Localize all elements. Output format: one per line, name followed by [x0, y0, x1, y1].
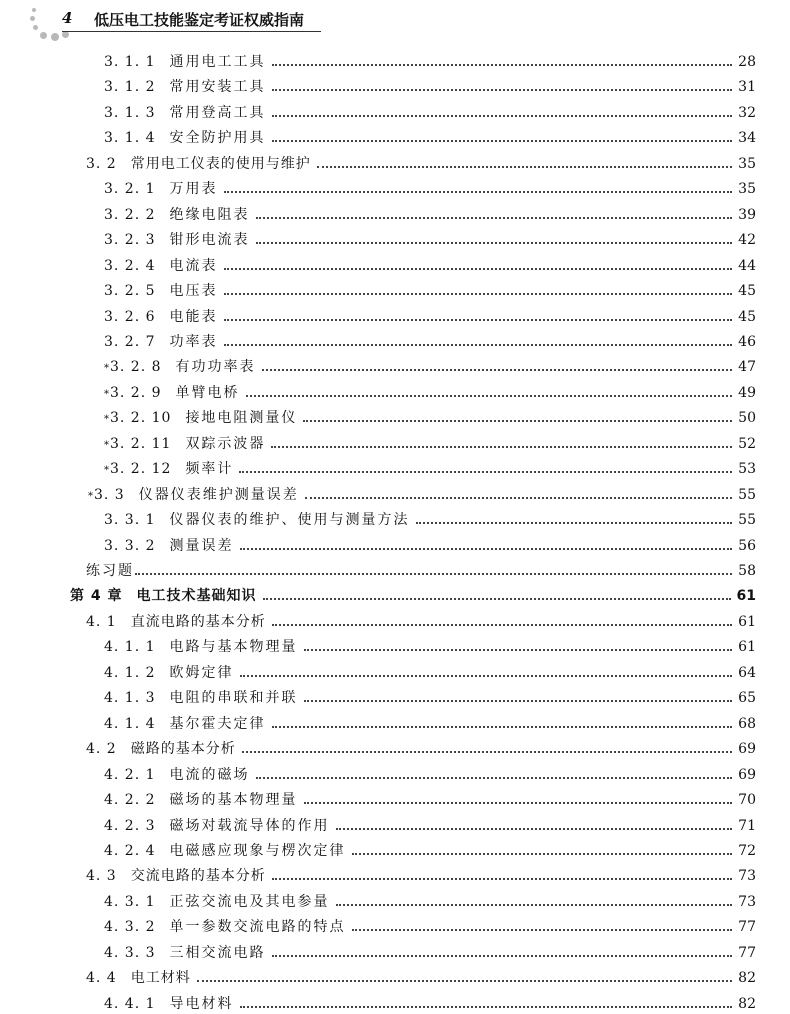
toc-page-number: 68	[738, 715, 756, 732]
optional-star-mark: *	[104, 465, 109, 477]
toc-page-number: 69	[738, 741, 756, 758]
page-header	[0, 0, 790, 40]
dot-leader	[135, 573, 732, 575]
toc-entry-number: 4. 1. 3	[104, 690, 156, 707]
toc-entry-number: 3. 3	[94, 486, 125, 503]
header-rule	[62, 31, 321, 32]
toc-entry-number: 4. 3. 2	[104, 919, 156, 936]
toc-entry-title: 通用电工工具	[169, 54, 266, 70]
toc-section-row[interactable]	[86, 612, 756, 632]
toc-entry-number: 3. 2. 1	[104, 181, 156, 198]
dot-leader	[352, 853, 733, 855]
toc-page-number: 44	[738, 257, 756, 274]
toc-page-number: 55	[738, 512, 756, 529]
toc-subsection-row[interactable]	[104, 637, 756, 657]
toc-entry-number: 4. 1. 1	[104, 639, 156, 656]
toc-entry-number: 4. 3. 3	[104, 944, 156, 961]
dot-leader	[336, 904, 733, 906]
dot-leader	[246, 395, 733, 397]
toc-entry-title: 常用电工仪表的使用与维护	[130, 155, 311, 172]
dot-leader	[197, 980, 732, 982]
toc-page-number: 82	[738, 995, 756, 1012]
toc-entry-number: 3. 2. 10	[110, 410, 172, 427]
toc-entry-number: 4. 1. 4	[104, 715, 156, 732]
toc-entry-title: 常用登高工具	[169, 104, 266, 121]
dot-leader	[272, 140, 733, 142]
toc-entry-title: 欧姆定律	[169, 664, 234, 681]
toc-entry-title: 导电材料	[169, 995, 234, 1012]
toc-entry-number: 3. 2	[86, 155, 117, 172]
toc-entry-title: 单臂电桥	[175, 384, 240, 401]
toc-page-number: 45	[738, 308, 756, 325]
dot-leader	[263, 598, 731, 600]
dot-leader	[416, 522, 733, 524]
toc-page-number: 39	[738, 206, 756, 223]
toc-entry-number: 3. 2. 6	[104, 308, 156, 325]
toc-entry-number: 第 4 章	[70, 588, 123, 605]
toc-entry-title: 三相交流电路	[169, 944, 266, 961]
optional-star-mark: *	[104, 388, 109, 400]
toc-entry-title: 练习题	[86, 563, 134, 579]
dot-leader	[317, 166, 732, 168]
toc-subsection-row[interactable]	[104, 332, 756, 352]
toc-page-number: 35	[738, 155, 756, 172]
dot-leader	[271, 446, 732, 448]
toc-entry-title: 绝缘电阻表	[169, 206, 250, 223]
toc-entry-number: 4. 1. 2	[104, 664, 156, 681]
toc-page-number: 61	[738, 639, 756, 656]
toc-entry-title: 电工材料	[130, 970, 191, 987]
toc-entry-number: 4. 2. 1	[104, 766, 156, 783]
book-title: 低压电工技能鉴定考证权威指南	[94, 11, 305, 29]
toc-entry-number: 4. 2. 2	[104, 792, 156, 809]
toc-page-number: 53	[738, 461, 756, 478]
toc-entry-title: 钳形电流表	[169, 232, 250, 249]
toc-subsection-row[interactable]	[104, 892, 756, 912]
dot-leader	[240, 675, 733, 677]
toc-entry-number: 4. 4	[86, 970, 117, 987]
toc-subsection-row[interactable]	[104, 256, 756, 276]
dot-leader	[272, 878, 732, 880]
toc-subsection-row[interactable]	[104, 688, 756, 708]
toc-entry-title: 电压表	[169, 283, 218, 300]
optional-star-mark: *	[104, 414, 109, 426]
toc-page-number: 56	[738, 537, 756, 554]
toc-entry-number: 3. 2. 5	[104, 283, 156, 300]
toc-page-number: 77	[738, 944, 756, 961]
toc-page-number: 46	[738, 333, 756, 350]
toc-subsection-row[interactable]	[104, 714, 756, 734]
toc-page-number: 70	[738, 792, 756, 809]
toc-page-number: 61	[738, 613, 756, 630]
toc-chapter-row[interactable]	[70, 586, 756, 606]
toc-entry-number: 4. 1	[86, 613, 117, 630]
toc-entry-number: 3. 2. 3	[104, 232, 156, 249]
toc-entry-title: 仪器仪表维护测量误差	[138, 486, 299, 503]
toc-subsection-row[interactable]	[104, 510, 756, 530]
toc-section-row[interactable]	[86, 866, 756, 886]
toc-page-number: 45	[738, 283, 756, 300]
toc-entry-number: 3. 1. 1	[104, 54, 156, 70]
toc-entry-number: 3. 1. 4	[104, 130, 156, 147]
toc-subsection-row[interactable]	[104, 841, 756, 861]
toc-entry-title: 正弦交流电及其电参量	[169, 893, 330, 910]
toc-entry-title: 仪器仪表的维护、使用与测量方法	[169, 512, 410, 529]
dot-leader	[239, 471, 732, 473]
dot-leader	[272, 64, 733, 66]
toc-page-number: 28	[738, 54, 756, 70]
toc-subsection-row[interactable]	[104, 77, 756, 97]
toc-entry-title: 双踪示波器	[185, 435, 266, 452]
toc-page-number: 34	[738, 130, 756, 147]
toc-page-number: 77	[738, 919, 756, 936]
dot-leader	[224, 191, 733, 193]
toc-entry-number: 4. 2. 3	[104, 817, 156, 834]
dot-leader	[304, 700, 733, 702]
toc-entry-number: 3. 2. 2	[104, 206, 156, 223]
toc-entry-title: 交流电路的基本分析	[130, 868, 266, 885]
toc-subsection-row[interactable]	[104, 994, 756, 1014]
toc-subsection-row[interactable]	[104, 663, 756, 683]
toc-subsection-row[interactable]	[104, 281, 756, 301]
toc-entry-title: 功率表	[169, 333, 218, 350]
toc-page-number: 42	[738, 232, 756, 249]
dot-leader	[242, 751, 732, 753]
toc-entry-number: 3. 2. 11	[110, 435, 172, 452]
toc-entry-title: 磁场对载流导体的作用	[169, 817, 330, 834]
dot-leader	[336, 828, 733, 830]
dot-leader	[352, 929, 733, 931]
toc-page-number: 65	[738, 690, 756, 707]
dot-leader	[303, 420, 732, 422]
dot-leader	[272, 115, 733, 117]
toc-subsection-row[interactable]	[104, 383, 756, 403]
toc-page-number: 64	[738, 664, 756, 681]
toc-entry-title: 电路与基本物理量	[169, 639, 298, 656]
toc-subsection-row[interactable]	[104, 434, 756, 454]
page-number: 4	[62, 9, 73, 27]
toc-subsection-row[interactable]	[104, 816, 756, 836]
toc-entry-title: 电流的磁场	[169, 766, 250, 783]
toc-page-number: 73	[738, 868, 756, 885]
toc-entry-number: 3. 2. 12	[110, 461, 172, 478]
toc-subsection-row[interactable]	[104, 357, 756, 377]
toc-entry-title: 磁路的基本分析	[130, 741, 236, 758]
toc-entry-title: 安全防护用具	[169, 130, 266, 147]
toc-entry-title: 接地电阻测量仪	[185, 410, 298, 427]
toc-entry-title: 磁场的基本物理量	[169, 792, 298, 809]
toc-entry-number: 3. 1. 2	[104, 79, 156, 96]
toc-page-number: 55	[738, 486, 756, 503]
toc-entry-number: 4. 2	[86, 741, 117, 758]
toc-subsection-row[interactable]	[104, 790, 756, 810]
dot-leader	[224, 344, 733, 346]
toc-subsection-row[interactable]	[104, 179, 756, 199]
toc-subsection-row[interactable]	[104, 230, 756, 250]
toc-entry-title: 单一参数交流电路的特点	[169, 919, 346, 936]
toc-entry-number: 3. 1. 3	[104, 104, 156, 121]
toc-entry-title: 常用安装工具	[169, 79, 266, 96]
dot-leader	[272, 955, 733, 957]
toc-entry-number: 3. 3. 2	[104, 537, 156, 554]
toc-entry-title: 电磁感应现象与楞次定律	[169, 842, 346, 859]
dot-leader	[256, 217, 733, 219]
optional-star-mark: *	[88, 490, 93, 502]
toc-entry-title: 万用表	[169, 181, 218, 198]
toc-section-row[interactable]	[86, 968, 756, 988]
toc-subsection-row[interactable]	[104, 536, 756, 556]
dot-leader	[272, 726, 733, 728]
dot-leader	[256, 777, 733, 779]
dot-leader	[272, 89, 733, 91]
dot-leader	[262, 369, 733, 371]
toc-subsection-row[interactable]	[104, 917, 756, 937]
toc-page-number: 47	[738, 359, 756, 376]
toc-exercise-row[interactable]	[86, 561, 756, 581]
toc-page-number: 61	[736, 588, 756, 605]
toc-entry-number: 4. 2. 4	[104, 842, 156, 859]
toc-subsection-row[interactable]	[104, 128, 756, 148]
toc-page-number: 58	[738, 563, 756, 579]
toc-entry-title: 有功功率表	[175, 359, 256, 376]
toc-entry-title: 电流表	[169, 257, 218, 274]
toc-page-number: 73	[738, 893, 756, 910]
dot-leader	[224, 268, 733, 270]
optional-star-mark: *	[104, 363, 109, 375]
dot-leader	[256, 242, 733, 244]
toc-entry-number: 4. 3	[86, 868, 117, 885]
dot-leader	[304, 802, 733, 804]
dot-leader	[305, 497, 732, 499]
dot-leader	[240, 1006, 733, 1008]
toc-page-number: 35	[738, 181, 756, 198]
toc-subsection-row[interactable]	[104, 103, 756, 123]
toc-section-row[interactable]	[86, 739, 756, 759]
toc-page-number: 50	[738, 410, 756, 427]
toc-entry-title: 电能表	[169, 308, 218, 325]
toc-page-number: 69	[738, 766, 756, 783]
toc-subsection-row[interactable]	[104, 459, 756, 479]
dot-leader	[224, 319, 733, 321]
toc-page-number: 52	[738, 435, 756, 452]
toc-section-row[interactable]	[88, 485, 756, 505]
toc-entry-title: 频率计	[185, 461, 234, 478]
toc-entry-title: 直流电路的基本分析	[130, 613, 266, 630]
toc-entry-title: 电工技术基础知识	[136, 588, 257, 605]
toc-page-number: 32	[738, 104, 756, 121]
toc-entry-number: 4. 4. 1	[104, 995, 156, 1012]
dot-leader	[224, 293, 733, 295]
toc-entry-number: 3. 2. 7	[104, 333, 156, 350]
toc-subsection-row[interactable]	[104, 408, 756, 428]
toc-entry-number: 3. 2. 9	[110, 384, 162, 401]
toc-subsection-row[interactable]	[104, 765, 756, 785]
toc-page-number: 31	[738, 79, 756, 96]
toc-subsection-row[interactable]	[104, 943, 756, 963]
toc-entry-title: 电阻的串联和并联	[169, 690, 298, 707]
toc-section-row[interactable]	[86, 154, 756, 174]
toc-page-number: 72	[738, 842, 756, 859]
dot-leader	[272, 624, 732, 626]
toc-entry-number: 3. 2. 4	[104, 257, 156, 274]
toc-subsection-row[interactable]	[104, 52, 756, 72]
toc-page-number: 71	[738, 817, 756, 834]
toc-entry-number: 4. 3. 1	[104, 893, 156, 910]
toc-subsection-row[interactable]	[104, 205, 756, 225]
toc-page-number: 49	[738, 384, 756, 401]
dot-leader	[240, 548, 733, 550]
toc-subsection-row[interactable]	[104, 307, 756, 327]
dot-leader	[304, 649, 733, 651]
decorative-dots-icon	[30, 6, 80, 42]
toc-entry-title: 基尔霍夫定律	[169, 715, 266, 732]
toc-page-number: 82	[738, 970, 756, 987]
toc-entry-title: 测量误差	[169, 537, 234, 554]
toc-entry-number: 3. 3. 1	[104, 512, 156, 529]
toc-entry-number: 3. 2. 8	[110, 359, 162, 376]
optional-star-mark: *	[104, 439, 109, 451]
